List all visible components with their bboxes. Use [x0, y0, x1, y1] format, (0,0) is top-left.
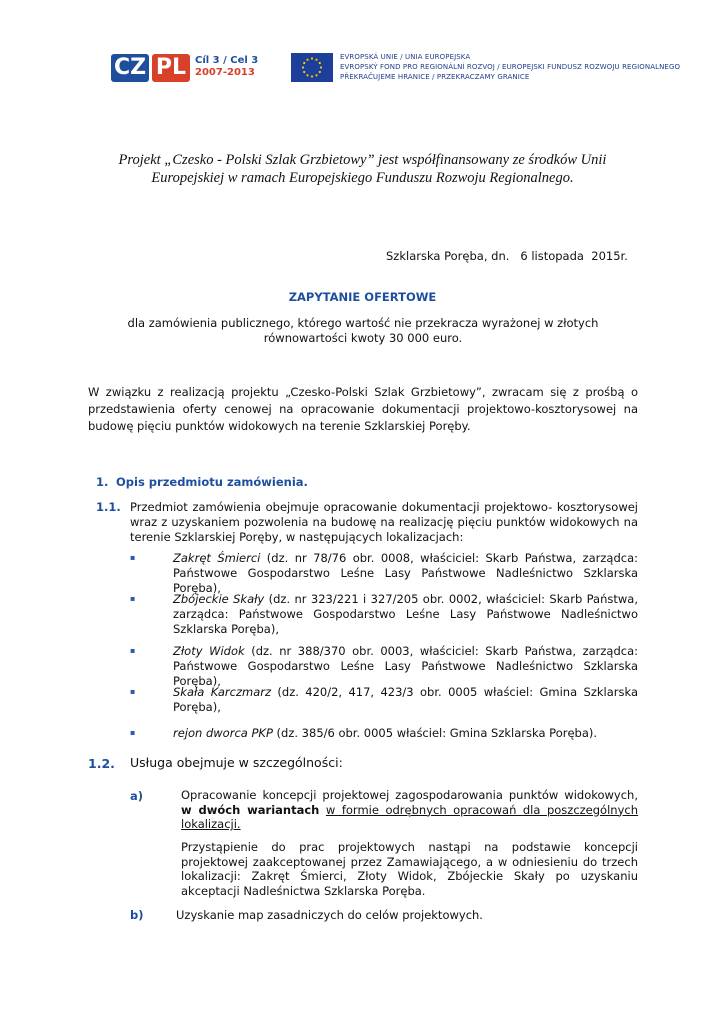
date-line: Szklarska Poręba, dn. 6 listopada 2015r. — [386, 249, 628, 263]
eu-funding-text — [340, 52, 680, 82]
item-a-paragraph-2: Przystąpienie do prac projektowych nastąpi na podstawie koncepcji projektowej zaakceptowanej przez Zamawiającego, a w odniesieniu do trzech lokalizacji: Zakręt Śmierci, Złoty Widok, Zbójeckie Skały po uzyskaniu akceptacji Nadleśnictwa Szklarska Poręba. — [181, 840, 638, 898]
location-details: (dz. 385/6 obr. 0005 właściel: Gmina Szklarska Poręba). — [272, 726, 598, 740]
location-name: Zbójeckie Skały — [173, 592, 265, 606]
item-a-text-start: Opracowanie koncepcji projektowej zagospodarowania punktów widokowych, — [181, 788, 638, 802]
location-item — [173, 551, 638, 596]
eu-line-1: EVROPSKÁ UNIE / UNIA EUROPEJSKA — [340, 53, 471, 61]
bullet-icon: ▪ — [130, 553, 136, 562]
item-a-text — [181, 788, 638, 832]
document-title: ZAPYTANIE OFERTOWE — [288, 290, 437, 304]
location-item — [173, 592, 638, 637]
location-name: Złoty Widok — [173, 644, 245, 658]
bullet-icon: ▪ — [130, 646, 136, 655]
item-b-letter: b) — [130, 908, 144, 922]
item-a-letter: a) — [130, 789, 144, 803]
item-a-bold: w dwóch wariantach — [181, 802, 320, 817]
location-details: (dz. nr 78/76 obr. 0008, właściciel: Skarb Państwa, zarządca: Państwowe Gospodarstwo Leśne Lasy Państwowe Nadleśnictwo Szklarska Poręba), — [173, 551, 638, 595]
section-1-number: 1. — [96, 475, 109, 489]
section-1-label: Opis przedmiotu zamówienia. — [116, 475, 308, 489]
bullet-icon: ▪ — [130, 687, 136, 696]
location-item — [173, 726, 638, 741]
bullet-icon: ▪ — [130, 594, 136, 603]
project-intro: Projekt „Czesko - Polski Szlak Grzbietowy” jest współfinansowany ze środków Unii Europejskiej w ramach Europejskiego Funduszu Rozwoju Regionalnego. — [118, 152, 607, 186]
program-years-label: 2007-2013 — [195, 67, 255, 78]
location-item — [173, 685, 638, 715]
location-details: (dz. 420/2, 417, 423/3 obr. 0005 właściel: Gmina Szklarska Poręba), — [173, 685, 638, 714]
subsection-1-1-number: 1.1. — [96, 500, 121, 514]
program-logo-text — [195, 55, 258, 79]
location-name: Zakręt Śmierci — [173, 551, 261, 565]
document-subtitle: dla zamówienia publicznego, którego wartość nie przekracza wyrażonej w złotych równowartości kwoty 30 000 euro. — [127, 316, 599, 345]
location-details: (dz. nr 323/221 i 327/205 obr. 0002, właściciel: Skarb Państwa, zarządca: Państwowe Gospodarstwo Leśne Lasy Państwowe Nadleśnictwo Szklarska Poręba), — [173, 592, 639, 636]
item-b-text: Uzyskanie map zasadniczych do celów projektowych. — [176, 908, 483, 922]
program-cil-label: Cíl 3 / Cel 3 — [195, 55, 259, 66]
subsection-1-2-number: 1.2. — [88, 756, 115, 771]
eu-flag-icon — [291, 53, 333, 82]
request-paragraph: W związku z realizacją projektu „Czesko-Polski Szlak Grzbietowy”, zwracam się z prośbą o przedstawienia oferty cenowej na opracowanie dokumentacji projektowo-kosztorysowej na budowę pięciu punktów widokowych na terenie Szklarskiej Poręby. — [88, 385, 638, 433]
bullet-icon: ▪ — [130, 728, 136, 737]
eu-line-2: EVROPSKÝ FOND PRO REGIONÁLNÍ ROZVOJ / EUROPEJSKI FUNDUSZ ROZWOJU REGIONALNEGO — [340, 63, 681, 71]
location-item — [173, 644, 638, 689]
location-name: Skała Karczmarz — [173, 685, 272, 699]
cz-logo-box: CZ — [111, 54, 149, 82]
location-details: (dz. nr 388/370 obr. 0003, właściciel: Skarb Państwa, zarządca: Państwowe Gospodarstwo Leśne Lasy Państwowe Nadleśnictwo Szklarska Poręba), — [173, 644, 639, 688]
location-name: rejon dworca PKP — [173, 726, 273, 740]
subsection-1-1-text: Przedmiot zamówienia obejmuje opracowanie dokumentacji projektowo- kosztorysowej wraz z uzyskaniem pozwolenia na budowę na realizację pięciu punktów widokowych na terenie Szklarskiej Poręby, w następujących lokalizacjach: — [130, 500, 638, 544]
item-a-underlined: w formie odrębnych opracowań dla poszczególnych lokalizacji. — [181, 802, 638, 831]
eu-line-3: PŘEKRAČUJEME HRANICE / PRZEKRACZAMY GRANICE — [340, 73, 530, 81]
pl-logo-box: PL — [152, 54, 190, 82]
subsection-1-2-label: Usługa obejmuje w szczególności: — [130, 755, 343, 770]
section-1-heading — [96, 475, 308, 489]
